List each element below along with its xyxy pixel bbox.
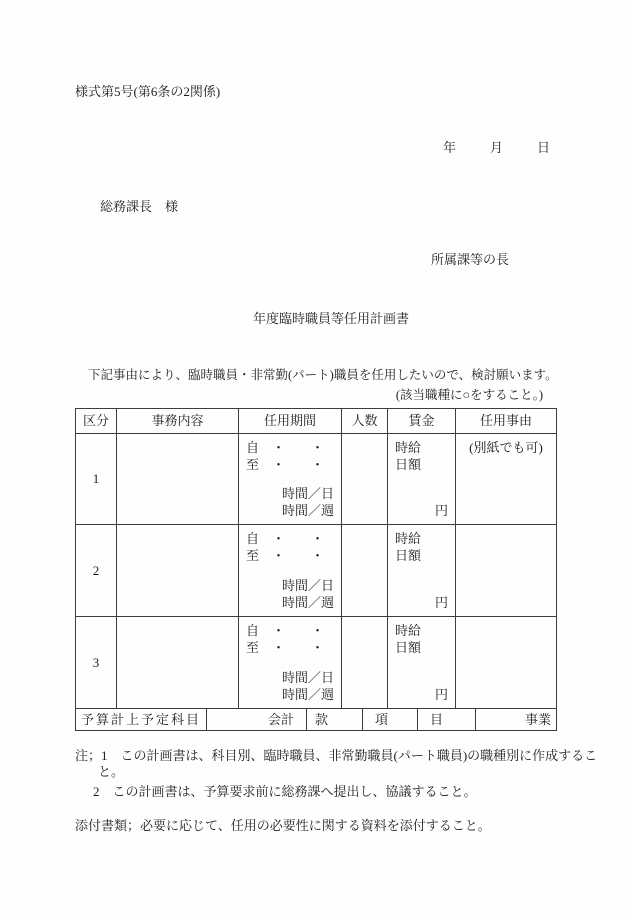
item-label: 項 — [363, 709, 418, 730]
wage-hourly-label: 時給 — [395, 440, 422, 455]
row-number-cell: 1 — [76, 434, 117, 524]
section-label: 款 — [307, 709, 363, 730]
note-line-1: 注；1 この計画書は、科目別、臨時職員、非常勤職員(パート職員)の職種別に作成するこ — [75, 748, 598, 763]
detail-label: 目 — [418, 709, 476, 730]
row-number-cell: 2 — [76, 525, 117, 616]
hours-per-week-label: 時間／週 — [281, 687, 334, 702]
header-headcount: 人数 — [342, 409, 388, 433]
note-line-1-continued: と。 — [98, 764, 125, 779]
day-label: 日 — [536, 140, 550, 155]
document-title: 年度臨時職員等任用計画書 — [253, 311, 410, 326]
header-duties: 事務内容 — [117, 409, 239, 433]
hours-per-week-label: 時間／週 — [281, 595, 334, 610]
wage-cell — [388, 525, 456, 616]
month-label: 月 — [489, 140, 503, 155]
period-from: 自 ・ ・ — [246, 440, 325, 455]
reason-cell — [456, 525, 556, 616]
year-label: 年 — [443, 140, 457, 155]
duties-cell — [117, 434, 239, 524]
table-row — [76, 433, 556, 524]
period-to: 至 ・ ・ — [246, 548, 325, 563]
wage-daily-label: 日額 — [395, 548, 422, 563]
wage-cell — [388, 434, 456, 524]
hours-per-day-label: 時間／日 — [281, 670, 334, 685]
period-from: 自 ・ ・ — [246, 623, 325, 638]
wage-daily-label: 日額 — [395, 640, 422, 655]
hours-per-day-label: 時間／日 — [281, 578, 334, 593]
wage-daily-label: 日額 — [395, 457, 422, 472]
table-row — [76, 616, 556, 708]
row-number-cell: 3 — [76, 617, 117, 708]
period-cell — [239, 434, 342, 524]
reason-cell — [456, 617, 556, 708]
period-to: 至 ・ ・ — [246, 457, 325, 472]
intro-note: (該当職種に○をすること。) — [395, 388, 543, 402]
hours-per-week-label: 時間／週 — [281, 503, 334, 518]
headcount-cell — [342, 617, 388, 708]
attachment-note: 添付書類；必要に応じて、任用の必要性に関する資料を添付すること。 — [75, 818, 491, 833]
date-line — [443, 140, 550, 156]
yen-label: 円 — [434, 503, 448, 518]
duties-cell — [117, 525, 239, 616]
headcount-cell — [342, 525, 388, 616]
yen-label: 円 — [434, 687, 448, 702]
period-from: 自 ・ ・ — [246, 531, 325, 546]
headcount-cell — [342, 434, 388, 524]
yen-label: 円 — [434, 595, 448, 610]
table-header-row — [76, 409, 556, 433]
period-cell — [239, 525, 342, 616]
addressee: 総務課長 様 — [100, 199, 179, 214]
hours-per-day-label: 時間／日 — [281, 486, 334, 501]
duties-cell — [117, 617, 239, 708]
wage-hourly-label: 時給 — [395, 531, 422, 546]
sender-title: 所属課等の長 — [431, 252, 510, 267]
period-cell — [239, 617, 342, 708]
business-label: 事業 — [524, 712, 551, 727]
note-line-2: 2 この計画書は、予算要求前に総務課へ提出し、協議すること。 — [93, 784, 477, 799]
budget-row — [76, 708, 556, 730]
header-category: 区分 — [76, 409, 117, 433]
intro-text: 下記事由により、臨時職員・非常勤(パート)職員を任用したいので、検討願います。 — [88, 368, 558, 382]
header-wage: 賃金 — [388, 409, 456, 433]
reason-cell: (別紙でも可) — [469, 440, 543, 455]
employment-plan-table — [75, 408, 557, 731]
account-label: 会計 — [207, 709, 307, 730]
table-row — [76, 524, 556, 616]
header-period: 任用期間 — [239, 409, 342, 433]
wage-hourly-label: 時給 — [395, 623, 422, 638]
form-number: 様式第5号(第6条の2関係) — [75, 84, 221, 99]
period-to: 至 ・ ・ — [246, 640, 325, 655]
wage-cell — [388, 617, 456, 708]
header-reason: 任用事由 — [479, 413, 532, 428]
budget-label: 予算計上予定科目 — [76, 709, 207, 730]
